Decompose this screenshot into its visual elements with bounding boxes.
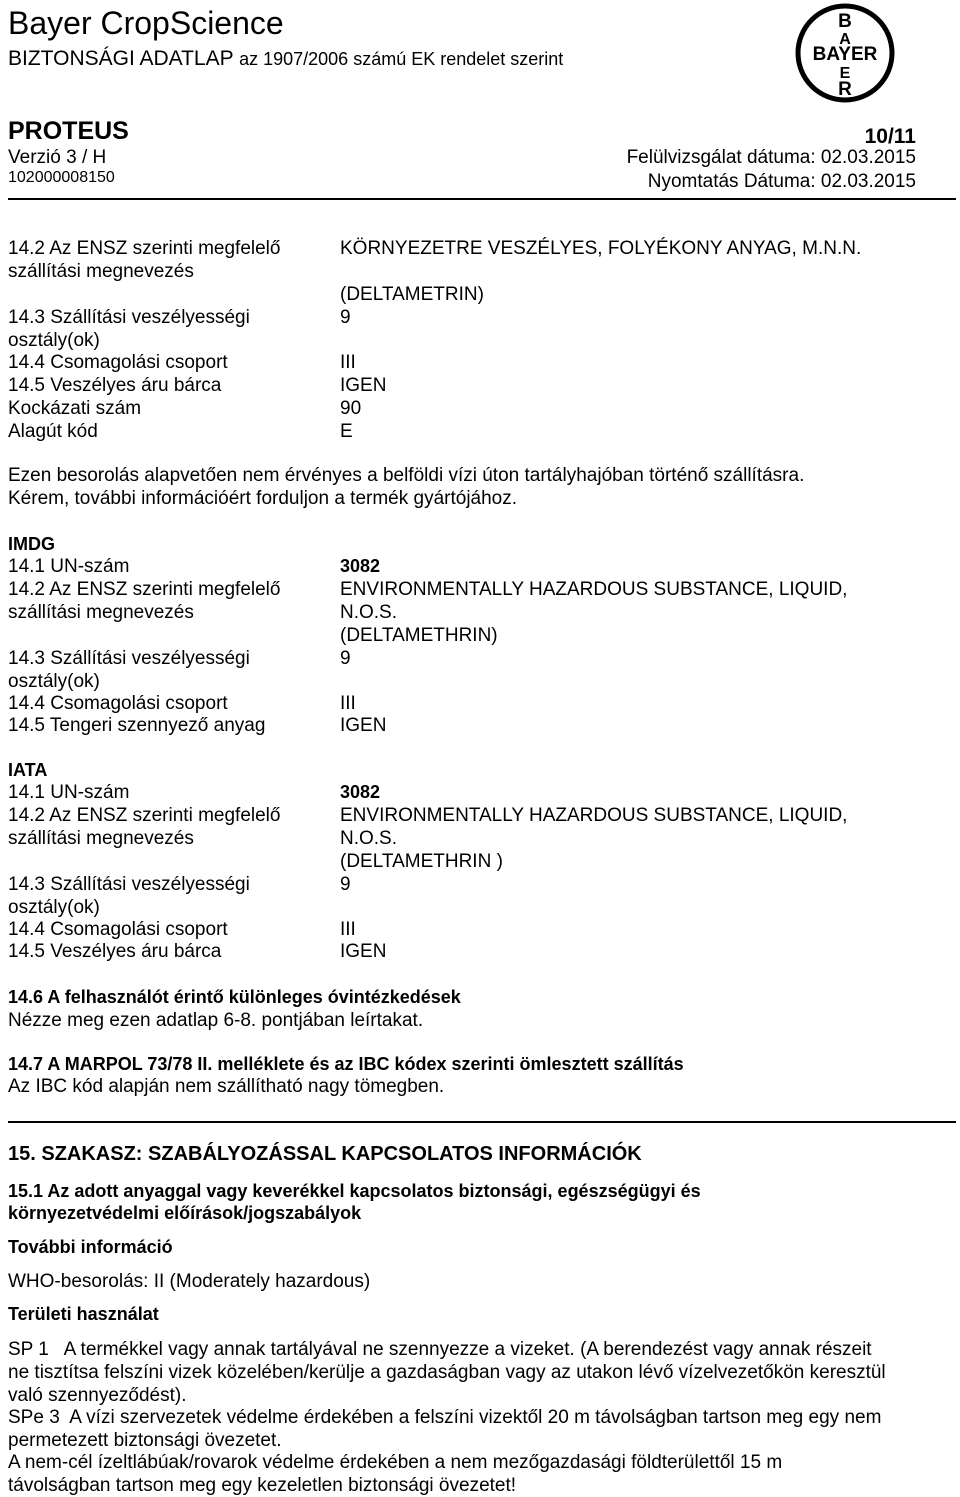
page-number: 10/11: [864, 125, 916, 148]
adn-note-line-2: Kérem, további információért forduljon a termék gyártójához.: [8, 488, 518, 509]
section15-divider: [8, 1121, 956, 1123]
imdg-title: IMDG: [8, 534, 55, 554]
spe3-line-1: SPe 3 A vízi szervezetek védelme érdekében a felszíni vizektől 20 m távolságban tartson meg egy nem: [8, 1407, 882, 1428]
logo-word-bayer: BAYER: [812, 44, 878, 65]
s146-title: 14.6 A felhasználót érintő különleges óvintézkedések: [8, 987, 461, 1007]
s151-title-line-2: környezetvédelmi előírások/jogszabályok: [8, 1203, 362, 1223]
version-label: Verzió: [8, 147, 61, 168]
area-use-title: Területi használat: [8, 1304, 159, 1324]
imdg-class-label: 14.3 Szállítási veszélyességi: [8, 648, 250, 669]
adn-name-label-2: szállítási megnevezés: [8, 261, 194, 282]
spe3-line-2: permetezett biztonsági övezetet.: [8, 1430, 282, 1451]
sp1-line-1: SP 1 A termékkel vagy annak tartályával ne szennyezze a vizeket. (A berendezést vagy annak részeit: [8, 1339, 872, 1360]
version-number: 3: [66, 147, 77, 168]
imdg-pack-label: 14.4 Csomagolási csoport: [8, 693, 228, 714]
imdg-pack-value: III: [340, 693, 356, 714]
iata-class-label-2: osztály(ok): [8, 897, 100, 918]
adn-class-label: 14.3 Szállítási veszélyességi: [8, 307, 250, 328]
iata-name-label: 14.2 Az ENSZ szerinti megfelelő: [8, 805, 281, 826]
adn-tunnel-code-value: E: [340, 421, 353, 442]
adn-note-line-1: Ezen besorolás alapvetően nem érvényes a belföldi vízi úton tartályhajóban történő szállításra.: [8, 465, 805, 486]
company-name: Bayer CropScience: [8, 5, 284, 41]
version-info: Verzió 3 / H: [8, 147, 107, 168]
imdg-un-label: 14.1 UN-szám: [8, 556, 130, 577]
s147-text: Az IBC kód alapján nem szállítható nagy tömegben.: [8, 1076, 445, 1097]
document-code: 102000008150: [8, 169, 115, 186]
document-title: [8, 46, 563, 72]
imdg-name-label-2: szállítási megnevezés: [8, 602, 194, 623]
adn-label-label: 14.5 Veszélyes áru bárca: [8, 375, 222, 396]
imdg-marine-value: IGEN: [340, 715, 387, 736]
adn-tunnel-code-label: Alagút kód: [8, 421, 98, 442]
adn-hazard-number-value: 90: [340, 398, 362, 419]
sp1-line-2: ne tisztítsa felszíni vizek közelében/kerülje a gazdaságban vagy az utakon lévő vízelvezetőkön keresztül: [8, 1362, 886, 1383]
iata-class-value: 9: [340, 874, 351, 895]
adn-name-value-2: (DELTAMETRIN): [340, 284, 484, 305]
adn-pack-value: III: [340, 352, 356, 373]
adn-hazard-number-label: Kockázati szám: [8, 398, 142, 419]
regulation-text: az 1907/2006 számú EK rendelet szerint: [239, 49, 564, 69]
imdg-name-label: 14.2 Az ENSZ szerinti megfelelő: [8, 579, 281, 600]
imdg-name-value-3: (DELTAMETHRIN): [340, 625, 498, 646]
imdg-name-value: ENVIRONMENTALLY HAZARDOUS SUBSTANCE, LIQUID,: [340, 579, 848, 600]
iata-class-label: 14.3 Szállítási veszélyességi: [8, 874, 250, 895]
logo-letter-r: R: [838, 79, 852, 100]
iata-name-label-2: szállítási megnevezés: [8, 828, 194, 849]
bayer-logo: [790, 2, 900, 104]
iata-name-value: ENVIRONMENTALLY HAZARDOUS SUBSTANCE, LIQUID,: [340, 805, 848, 826]
insect-line-2: távolságban tartson meg egy kezeletlen biztonsági övezetet!: [8, 1475, 517, 1496]
adn-pack-label: 14.4 Csomagolási csoport: [8, 352, 228, 373]
imdg-class-value: 9: [340, 648, 351, 669]
iata-un-value: 3082: [340, 782, 381, 802]
insect-line-1: A nem-cél ízeltlábúak/rovarok védelme érdekében a nem mezőgazdasági földterülettől 15 m: [8, 1452, 783, 1473]
iata-un-label: 14.1 UN-szám: [8, 782, 130, 803]
revision-date: Felülvizsgálat dátuma: 02.03.2015: [626, 147, 916, 168]
imdg-un-value: 3082: [340, 556, 381, 576]
further-info-title: További információ: [8, 1237, 173, 1257]
imdg-marine-label: 14.5 Tengeri szennyező anyag: [8, 715, 266, 736]
adn-class-label-2: osztály(ok): [8, 330, 100, 351]
adn-label-value: IGEN: [340, 375, 387, 396]
logo-letter-b: B: [838, 11, 852, 32]
iata-pack-value: III: [340, 919, 356, 940]
sp1-line-3: való szennyeződést).: [8, 1385, 187, 1406]
product-name: PROTEUS: [8, 117, 129, 145]
header-divider: [8, 198, 956, 200]
iata-label-value: IGEN: [340, 941, 387, 962]
s147-title: 14.7 A MARPOL 73/78 II. melléklete és az IBC kódex szerinti ömlesztett szállítás: [8, 1054, 684, 1074]
iata-pack-label: 14.4 Csomagolási csoport: [8, 919, 228, 940]
logo-letter-e: E: [839, 65, 851, 82]
iata-title: IATA: [8, 760, 48, 780]
doc-title-text: BIZTONSÁGI ADATLAP: [8, 47, 234, 70]
adn-class-value: 9: [340, 307, 351, 328]
logo-letter-a: A: [839, 31, 851, 48]
imdg-name-value-2: N.O.S.: [340, 602, 398, 623]
section15-title: 15. SZAKASZ: SZABÁLYOZÁSSAL KAPCSOLATOS INFORMÁCIÓK: [8, 1143, 642, 1165]
print-date: Nyomtatás Dátuma: 02.03.2015: [647, 171, 916, 192]
iata-name-value-2: N.O.S.: [340, 828, 398, 849]
iata-label-label: 14.5 Veszélyes áru bárca: [8, 941, 222, 962]
version-lang: H: [92, 147, 107, 168]
imdg-class-label-2: osztály(ok): [8, 671, 100, 692]
s151-title-line-1: 15.1 Az adott anyaggal vagy keverékkel kapcsolatos biztonsági, egészségügyi és: [8, 1181, 701, 1201]
who-classification: WHO-besorolás: II (Moderately hazardous): [8, 1271, 371, 1292]
adn-name-label: 14.2 Az ENSZ szerinti megfelelő: [8, 238, 281, 259]
s146-text: Nézze meg ezen adatlap 6-8. pontjában leírtakat.: [8, 1010, 424, 1031]
iata-name-value-3: (DELTAMETHRIN ): [340, 851, 503, 872]
adn-name-value: KÖRNYEZETRE VESZÉLYES, FOLYÉKONY ANYAG, M.N.N.: [340, 238, 862, 259]
